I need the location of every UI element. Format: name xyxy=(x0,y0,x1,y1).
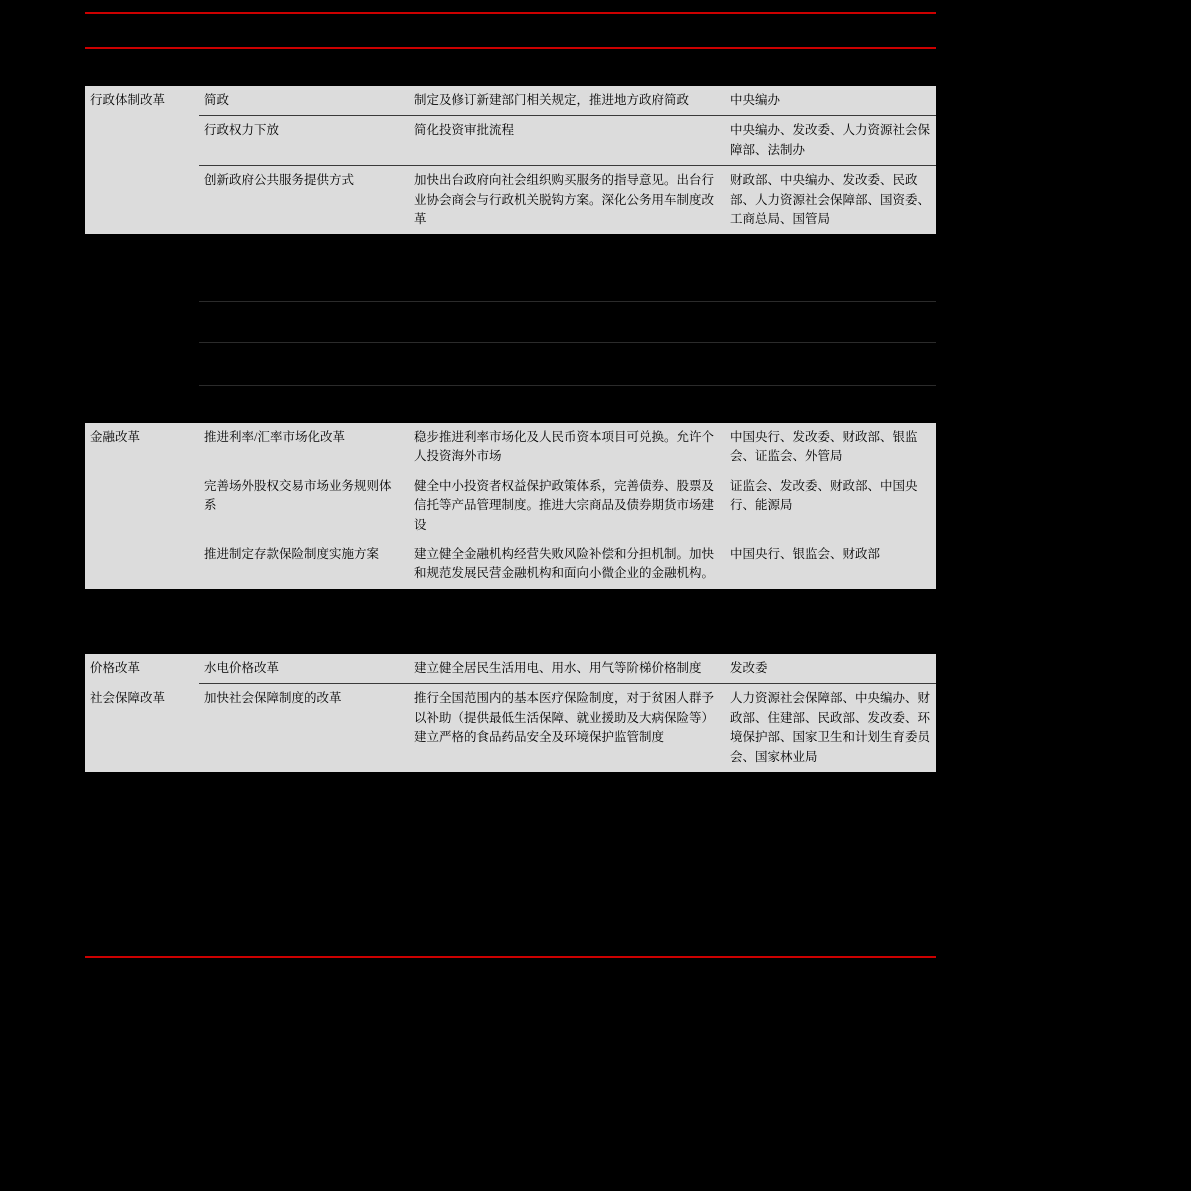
cell-content: 建立健全居民生活用电、用水、用气等阶梯价格制度 xyxy=(409,654,725,684)
cell-content: 推行全国范围内的基本医疗保险制度，对于贫困人群予以补助（提供最低生活保障、就业援助及大病保险等）建立严格的食品药品安全及环境保护监管制度 xyxy=(409,684,725,772)
table-row xyxy=(85,166,936,235)
cell-item: 行政权力下放 xyxy=(199,116,409,166)
table-price-and-social-security-reform xyxy=(85,654,936,772)
cell-item: 加快社会保障制度的改革 xyxy=(199,684,409,772)
cell-item: 简政 xyxy=(199,86,409,116)
separator-line-1 xyxy=(199,301,936,302)
cell-content: 制定及修订新建部门相关规定，推进地方政府简政 xyxy=(409,86,725,116)
cell-item: 创新政府公共服务提供方式 xyxy=(199,166,409,235)
separator-line-2 xyxy=(199,342,936,343)
cell-departments: 发改委 xyxy=(725,654,936,684)
table-financial-reform xyxy=(85,423,936,589)
cell-departments: 中央编办 xyxy=(725,86,936,116)
cell-category: 金融改革 xyxy=(85,423,199,472)
table-row xyxy=(85,654,936,684)
header-rule-top xyxy=(85,12,936,14)
cell-departments: 证监会、发改委、财政部、中国央行、能源局 xyxy=(725,472,936,540)
cell-departments: 中央编办、发改委、人力资源社会保障部、法制办 xyxy=(725,116,936,166)
cell-content: 简化投资审批流程 xyxy=(409,116,725,166)
table-row xyxy=(85,472,936,540)
cell-departments: 中国央行、银监会、财政部 xyxy=(725,540,936,589)
cell-category xyxy=(85,166,199,235)
cell-item: 水电价格改革 xyxy=(199,654,409,684)
cell-departments: 中国央行、发改委、财政部、银监会、证监会、外管局 xyxy=(725,423,936,472)
table-row xyxy=(85,423,936,472)
cell-item: 完善场外股权交易市场业务规则体系 xyxy=(199,472,409,540)
cell-category: 行政体制改革 xyxy=(85,86,199,116)
header-rule-bottom xyxy=(85,47,936,49)
cell-category xyxy=(85,116,199,166)
cell-category xyxy=(85,472,199,540)
cell-category xyxy=(85,540,199,589)
table-row xyxy=(85,116,936,166)
cell-category: 社会保障改革 xyxy=(85,684,199,772)
cell-category: 价格改革 xyxy=(85,654,199,684)
separator-line-3 xyxy=(199,385,936,386)
cell-item: 推进制定存款保险制度实施方案 xyxy=(199,540,409,589)
cell-item: 推进利率/汇率市场化改革 xyxy=(199,423,409,472)
table-row xyxy=(85,540,936,589)
table-administrative-reform xyxy=(85,86,936,234)
cell-content: 稳步推进利率市场化及人民币资本项目可兑换。允许个人投资海外市场 xyxy=(409,423,725,472)
cell-content: 建立健全金融机构经营失败风险补偿和分担机制。加快和规范发展民营金融机构和面向小微企业的金融机构。 xyxy=(409,540,725,589)
cell-departments: 人力资源社会保障部、中央编办、财政部、住建部、民政部、发改委、环境保护部、国家卫生和计划生育委员会、国家林业局 xyxy=(725,684,936,772)
footer-rule xyxy=(85,956,936,958)
cell-departments: 财政部、中央编办、发改委、民政部、人力资源社会保障部、国资委、工商总局、国管局 xyxy=(725,166,936,235)
table-row xyxy=(85,684,936,772)
table-row xyxy=(85,86,936,116)
cell-content: 加快出台政府向社会组织购买服务的指导意见。出台行业协会商会与行政机关脱钩方案。深化公务用车制度改革 xyxy=(409,166,725,235)
cell-content: 健全中小投资者权益保护政策体系，完善债券、股票及信托等产品管理制度。推进大宗商品及债券期货市场建设 xyxy=(409,472,725,540)
